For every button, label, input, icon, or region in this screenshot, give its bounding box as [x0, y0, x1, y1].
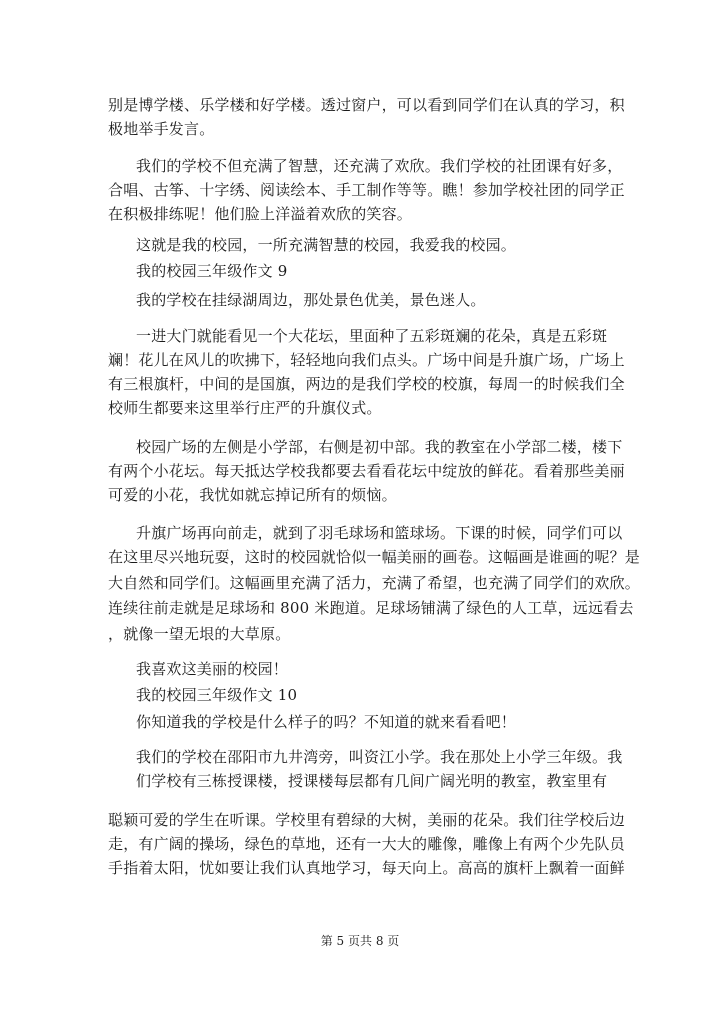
- text-line: 大自然和同学们。这幅画里充满了活力，充满了希望，也充满了同学们的欢欣。: [108, 574, 641, 592]
- text-line: 在积极排练呢！他们脸上洋溢着欢欣的笑容。: [108, 205, 413, 223]
- text-line: 合唱、古筝、十字绣、阅读绘本、手工制作等等。瞧！参加学校社团的同学正: [108, 181, 625, 199]
- text-line: 极地举手发言。: [108, 120, 215, 138]
- section-heading: 我的校园三年级作文 9: [136, 262, 288, 280]
- text-line: 在这里尽兴地玩耍，这时的校园就恰似一幅美丽的画卷。这幅画是谁画的呢？是: [108, 548, 641, 566]
- text-line: 我的学校在挂绿湖周边，那处景色优美，景色迷人。: [136, 291, 486, 309]
- text-line: 们学校有三栋授课楼，授课楼每层都有几间广阔光明的教室，教室里有: [136, 772, 608, 790]
- text-line: 走，有广阔的操场，绿色的草地，还有一大大的雕像，雕像上有两个少先队员: [108, 835, 625, 853]
- text-line: 我喜欢这美丽的校园！: [136, 660, 289, 678]
- text-line: 校园广场的左侧是小学部，右侧是初中部。我的教室在小学部二楼，楼下: [136, 438, 623, 456]
- text-line: 手指着太阳，忧如要让我们认真地学习，每天向上。高高的旗杆上飘着一面鲜: [108, 859, 625, 877]
- text-line: ，就像一望无垠的大草原。: [108, 625, 291, 643]
- text-line: 斓！花儿在风儿的吹拂下，轻轻地向我们点头。广场中间是升旗广场，广场上: [108, 351, 625, 369]
- text-line: 连续往前走就是足球场和 800 米跑道。足球场铺满了绿色的人工草，远远看去: [108, 599, 634, 617]
- text-line: 升旗广场再向前走，就到了羽毛球场和篮球场。下课的时候，同学们可以: [136, 524, 623, 542]
- section-heading: 我的校园三年级作文 10: [136, 686, 298, 704]
- text-line: 我们的学校不但充满了智慧，还充满了欢欣。我们学校的社团课有好多，: [136, 157, 623, 175]
- text-line: 有两个小花坛。每天抵达学校我都要去看看花坛中绽放的鲜花。看着那些美丽: [108, 462, 625, 480]
- text-line: 你知道我的学校是什么样子的吗？不知道的就来看看吧！: [136, 713, 517, 731]
- text-line: 可爱的小花，我忧如就忘掉记所有的烦恼。: [108, 486, 397, 504]
- text-line: 别是博学楼、乐学楼和好学楼。透过窗户，可以看到同学们在认真的学习，积: [108, 96, 625, 114]
- text-line: 我们的学校在邵阳市九井湾旁，叫资江小学。我在那处上小学三年级。我: [136, 748, 623, 766]
- text-line: 校师生都要来这里举行庄严的升旗仪式。: [108, 399, 382, 417]
- text-line: 这就是我的校园，一所充满智慧的校园，我爱我的校园。: [136, 236, 517, 254]
- text-line: 一进大门就能看见一个大花坛，里面种了五彩斑斓的花朵，真是五彩斑: [136, 327, 608, 345]
- text-line: 有三根旗杆，中间的是国旗，两边的是我们学校的校旗，每周一的时候我们全: [108, 375, 625, 393]
- page-number: 第 5 页共 8 页: [320, 934, 400, 948]
- text-line: 聪颖可爱的学生在听课。学校里有碧绿的大树，美丽的花朵。我们往学校后边: [108, 811, 625, 829]
